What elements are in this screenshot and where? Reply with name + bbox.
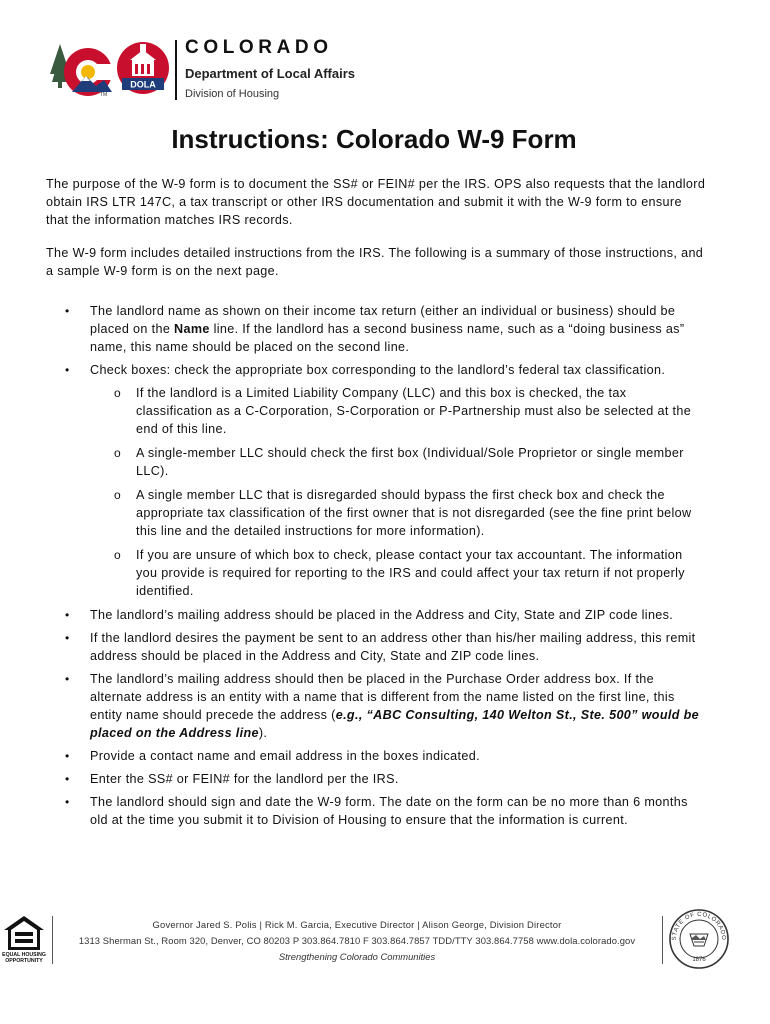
svg-text:STATE OF COLORADO: STATE OF COLORADO (671, 911, 727, 941)
bullet-marker: • (65, 631, 70, 645)
bullet-marker: • (65, 749, 70, 763)
sub-list (90, 384, 706, 600)
footer-contact: 1313 Sherman St., Room 320, Denver, CO 80203 P 303.864.7810 F 303.864.7857 TDD/TTY 303.864.7758 www.dola.colorado.gov (78, 935, 636, 946)
sub-bullet-marker: o (114, 548, 122, 562)
sub-list-item: o A single-member LLC should check the first box (Individual/Sole Proprietor or single member LLC). (114, 446, 684, 478)
sub-bullet-marker: o (114, 386, 122, 400)
list-item: • The landlord’s mailing address should then be placed in the Purchase Order address box. If the alternate address is an entity with a name that is different from the name listed on the first line, this entity name should precede the address (e.g., “ABC Consulting, 140 Welton St., Ste. 500” would be placed on the Address line). (65, 672, 700, 740)
colorado-logo-icon (46, 40, 118, 100)
equal-housing-caption: EQUAL HOUSING OPPORTUNITY (2, 952, 46, 964)
trademark-mark: TM (100, 92, 108, 98)
sub-list-item: o A single member LLC that is disregarded should bypass the first check box and check the appropriate tax classification of the first owner that is not disregarded (see the fine print below this line and the detailed instructions for more information). (114, 488, 692, 538)
footer-divider-left (52, 916, 53, 964)
list-item: • Enter the SS# or FEIN# for the landlord per the IRS. (65, 772, 399, 786)
list-item: • The landlord should sign and date the W-9 form. The date on the form can be no more than 6 months old at the time you submit it to Division of Housing to ensure that the information is current. (65, 795, 688, 827)
summary-paragraph: The W-9 form includes detailed instructions from the IRS. The following is a summary of those instructions, and a sample W-9 form is on the next page. (46, 246, 704, 278)
footer-tagline: Strengthening Colorado Communities (278, 951, 436, 962)
page-title: Instructions: Colorado W-9 Form (171, 124, 577, 154)
bullet-marker: • (65, 772, 70, 786)
bullet-marker: • (65, 363, 70, 377)
bullet-marker: • (65, 304, 70, 318)
dola-logo-icon (116, 38, 170, 100)
division-name: Division of Housing (185, 88, 280, 100)
sub-list-item: o If the landlord is a Limited Liability Company (LLC) and this box is checked, the tax classification as a C-Corporation, S-Corporation or P-Partnership must also be selected at the end of this line. (114, 386, 692, 436)
sub-list-item: o If you are unsure of which box to check, please contact your tax accountant. The information you provide is required for reporting to the IRS and could affect your tax return if not properly identified. (114, 548, 685, 598)
name-field-label: Name (174, 322, 210, 336)
instruction-list (46, 302, 706, 834)
header-divider (175, 40, 177, 100)
list-item: • If the landlord desires the payment be sent to an address other than his/her mailing address, this remit address should be placed in the Address and City, State and ZIP code lines. (65, 631, 696, 663)
footer-officials: Governor Jared S. Polis | Rick M. Garcia, Executive Director | Alison George, Division Director (152, 919, 562, 930)
sub-bullet-marker: o (114, 446, 122, 460)
dola-logo-label: DOLA (130, 79, 156, 90)
bullet-marker: • (65, 672, 70, 686)
list-item: • Provide a contact name and email address in the boxes indicated. (65, 749, 480, 763)
department-name: Department of Local Affairs (185, 66, 355, 81)
colorado-wordmark: COLORADO (185, 37, 333, 58)
footer-divider-right (662, 916, 663, 964)
list-item: • The landlord name as shown on their income tax return (either an individual or business) should be placed on the Name line. If the landlord has a second business name, such as a “doing business as” name, this name should be placed on the second line. (65, 304, 685, 354)
svg-text:1876: 1876 (692, 957, 706, 963)
bullet-marker: • (65, 795, 70, 809)
list-item: • The landlord’s mailing address should be placed in the Address and City, State and ZIP code lines. (65, 608, 674, 622)
intro-paragraph: The purpose of the W-9 form is to document the SS# or FEIN# per the IRS. OPS also requests that the landlord obtain IRS LTR 147C, a tax transcript or other IRS documentation and submit it with the W-9 form to ensure that the information matches IRS records. (46, 177, 706, 227)
address-example: e.g., “ABC Consulting, 140 Welton St., Ste. 500” would be placed on the Address line (90, 708, 700, 740)
state-seal-icon (668, 908, 730, 970)
sub-bullet-marker: o (114, 488, 122, 502)
bullet-marker: • (65, 608, 70, 622)
list-item: • Check boxes: check the appropriate box corresponding to the landlord’s federal tax classification. o If the landlord is a Limited Liability Company (LLC) and this box is checked, the tax classification as a C-Corporation, S-Corporation or P-Partnership must also be selected at the end of this line. o A single-member LLC should check the first box (Individual/Sole Proprietor or single member LLC). o A single member LLC that is disregarded should bypass the first check box and check the appropriate tax classification of the first owner that is not disregarded (see the fine print below this line and the detailed instructions for more information). o If you are unsure of which box to check, please contact your tax accountant. The information you provide is required for reporting to the IRS and could affect your tax return if not properly identified. (46, 361, 706, 600)
